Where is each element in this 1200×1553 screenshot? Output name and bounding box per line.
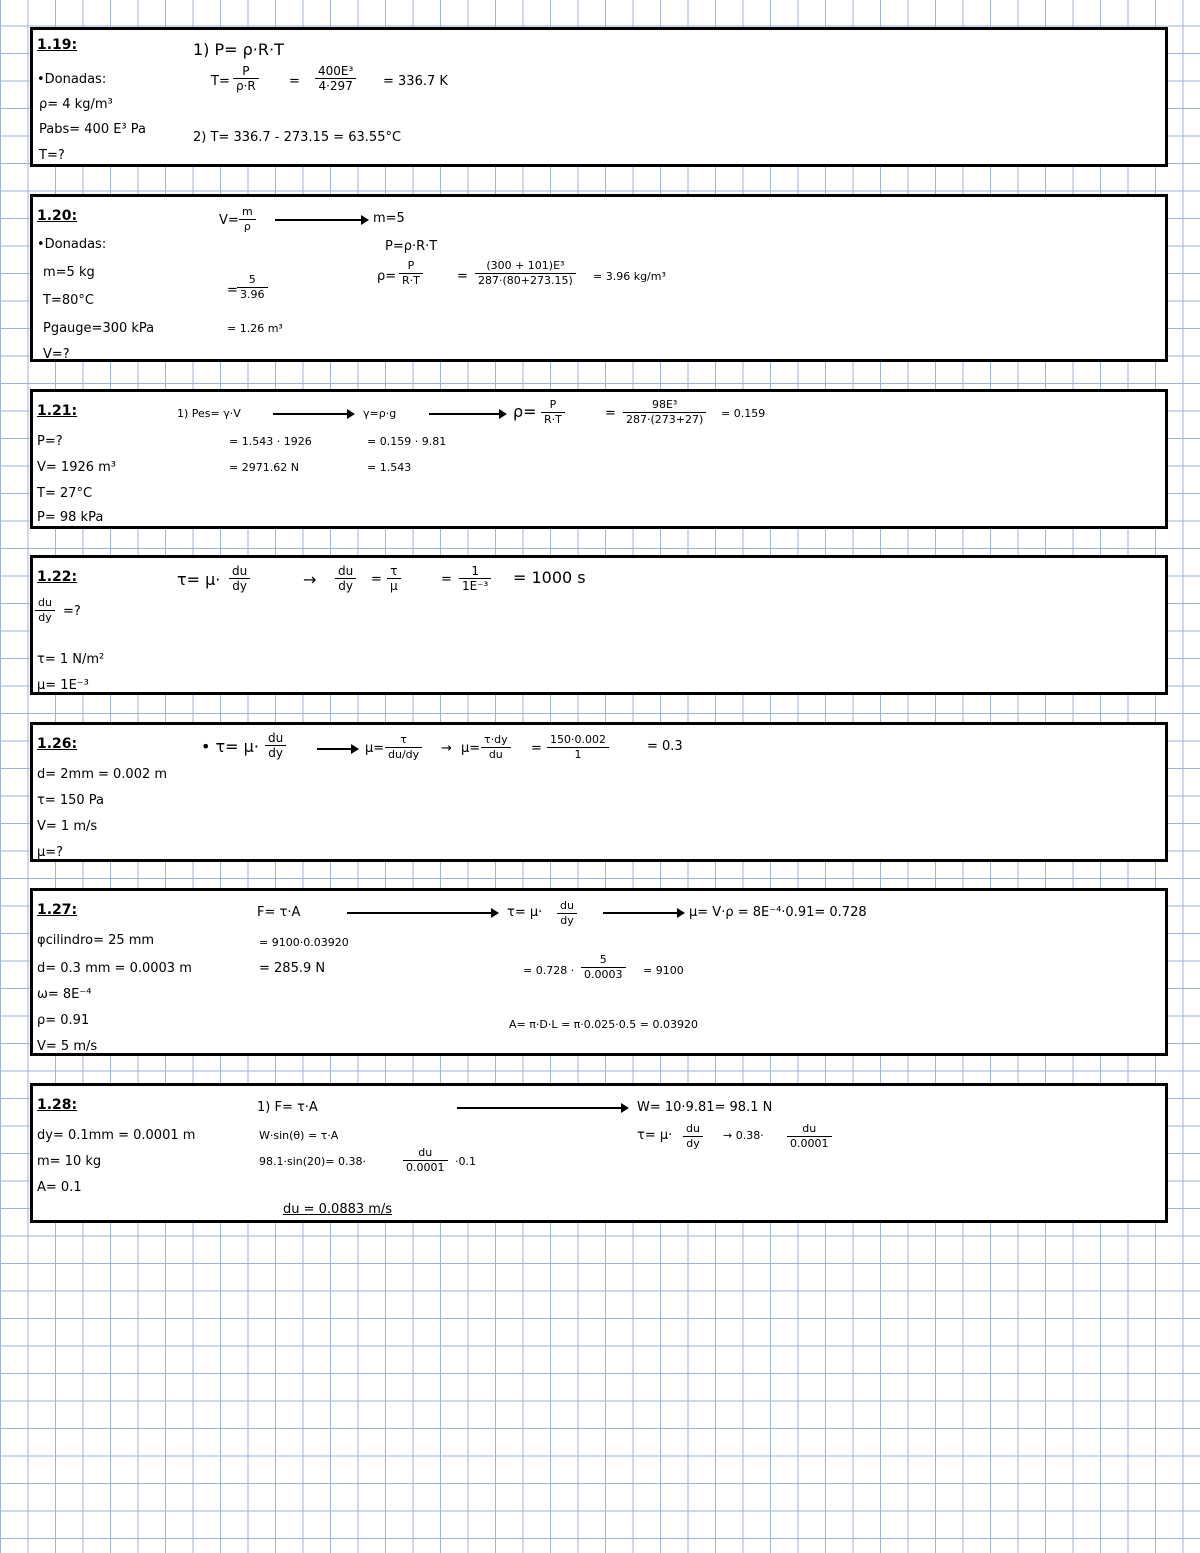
equation: V= [219,213,239,228]
arrow [273,413,353,415]
equation: τ= μ· [177,570,221,589]
equation: → 0.38· [723,1129,764,1142]
arrow [275,219,367,221]
given-value: V= 1926 m³ [37,460,117,475]
result: = 1.26 m³ [227,322,283,335]
given-value: d= 2mm = 0.002 m [37,767,168,782]
equation: = 1.543 · 1926 [229,435,312,448]
result: = 3.96 kg/m³ [593,270,666,283]
equation: 1) Pes= γ·V [177,407,241,420]
given-value: T= 27°C [37,486,93,501]
fraction: $\frac{du}{dy}$ [335,564,356,593]
equation: τ= μ· [507,905,543,920]
problem-1-21 [30,389,1168,529]
result: = 0.159 [721,407,766,420]
equation: F= τ·A [257,905,301,920]
fraction: $\frac{1}{\text{1E⁻³}}$ [459,564,491,593]
fraction: $\frac{m}{\rho}$ [239,205,256,234]
equation: 2) T= 336.7 - 273.15 = 63.55°C [193,130,402,145]
fraction: $\frac{P}{R\cdot T}$ [541,398,565,427]
fraction: $\frac{du}{dy}$ [229,564,250,593]
equation: P=ρ·R·T [385,239,438,254]
equation: = 0.728 · [523,964,575,977]
equation: μ= [365,741,385,756]
result: = 1000 s [513,568,586,587]
given-value: φcilindro= 25 mm [37,933,155,948]
fraction: $\frac{P}{\rho\cdot R}$ [233,64,259,93]
problem-number: 1.20: [37,208,78,224]
equation: 1) F= τ·A [257,1100,318,1115]
result: = 0.3 [647,739,683,754]
given-value: Pgauge=300 kPa [43,321,155,336]
fraction: $\frac{du}{dy}$ [265,731,286,760]
fraction: $\frac{P}{R\cdot T}$ [399,259,423,288]
given-value: V=? [43,347,70,362]
arrow [317,748,357,750]
fraction: $\frac{\tau}{\mu}$ [387,564,401,593]
arrow [347,912,497,914]
equation: = 9100·0.03920 [259,936,349,949]
given-value: V= 5 m/s [37,1039,98,1054]
equation: ·0.1 [455,1155,476,1168]
problem-number: 1.27: [37,902,78,918]
arrow [429,413,505,415]
problem-1-26 [30,722,1168,862]
fraction: $\frac{\tau\cdot dy}{du}$ [481,733,511,762]
equals: = [457,269,468,284]
equals: = [227,283,238,298]
given-value: P= 98 kPa [37,510,104,525]
given-value: ρ= 0.91 [37,1013,90,1028]
fraction: $\frac{du}{dy}$ [557,899,577,928]
equation: = 1.543 [367,461,412,474]
fraction: $\frac{5}{0.0003}$ [581,953,626,982]
equation: ρ= [377,269,397,284]
equals: = [531,741,542,756]
problem-number: 1.26: [37,736,78,752]
fraction: $\frac{du}{dy}$ [35,596,55,625]
given-value: T=80°C [43,293,94,308]
given-value: P=? [37,434,63,449]
fraction: $\frac{du}{0.0001}$ [787,1122,832,1151]
equals: = [605,406,616,421]
equation: • τ= μ· [201,737,259,756]
given-value: =? [63,604,81,619]
fraction: $\frac{du}{0.0001}$ [403,1146,448,1175]
fraction: $\frac{\text{(300 + 101)E³}}{287\cdot(80+273.15)}$ [475,259,576,288]
given-value: A= 0.1 [37,1180,82,1195]
fraction: $\frac{5}{3.96}$ [237,273,268,302]
given-value: V= 1 m/s [37,819,98,834]
given-value: τ= 1 N/m² [37,652,105,667]
result: = 336.7 K [383,74,448,89]
given-value: Pabs= 400 E³ Pa [39,122,146,137]
equation: γ=ρ·g [363,407,397,420]
problem-1-22 [30,555,1168,695]
given-label: •Donadas: [37,72,107,87]
equation: = 285.9 N [259,961,326,976]
equation: A= π·D·L = π·0.025·0.5 = 0.03920 [509,1018,698,1031]
equation: τ= μ· [637,1128,673,1143]
equation: 1) P= ρ·R·T [193,40,284,59]
equation: W= 10·9.81= 98.1 N [637,1100,773,1115]
problem-1-19 [30,27,1168,167]
equals: = [441,572,452,587]
given-value: ω= 8E⁻⁴ [37,987,92,1002]
equals: = [289,74,300,89]
equation: W·sin(θ) = τ·A [259,1129,339,1142]
problem-1-28 [30,1083,1168,1223]
equation: = 0.159 · 9.81 [367,435,447,448]
problem-number: 1.28: [37,1097,78,1113]
problem-1-27 [30,888,1168,1056]
fraction: $\frac{\text{400E³}}{4\cdot 297}$ [315,64,356,93]
arrow [457,1107,627,1109]
given-value: μ= 1E⁻³ [37,678,89,693]
given-value: τ= 150 Pa [37,793,105,808]
arrow: → [441,741,452,756]
given-value: m= 10 kg [37,1154,102,1169]
problem-number: 1.21: [37,403,78,419]
given-value: μ=? [37,845,64,860]
equation: m=5 [373,211,405,226]
equation: 98.1·sin(20)= 0.38· [259,1155,367,1168]
given-value: ρ= 4 kg/m³ [39,97,113,112]
problem-number: 1.22: [37,569,78,585]
arrow: → [303,570,317,589]
result: du = 0.0883 m/s [283,1202,393,1217]
problem-1-20 [30,194,1168,362]
given-value: m=5 kg [43,265,95,280]
equation: = 2971.62 N [229,461,299,474]
given-value: dy= 0.1mm = 0.0001 m [37,1128,196,1143]
given-value: T=? [39,148,65,163]
fraction: $\frac{150\cdot 0.002}{1}$ [547,733,609,762]
fraction: $\frac{du}{dy}$ [683,1122,703,1151]
equation: μ= [461,741,481,756]
arrow [603,912,683,914]
result: = 9100 [643,964,684,977]
fraction: $\frac{\text{98E³}}{287\cdot(273+27)}$ [623,398,706,427]
given-label: •Donadas: [37,237,107,252]
problem-number: 1.19: [37,37,78,53]
given-value: d= 0.3 mm = 0.0003 m [37,961,192,976]
fraction: $\frac{\tau}{du/dy}$ [385,733,422,762]
equation: ρ= [513,402,537,421]
equals: = [371,572,382,587]
equation: T= [211,74,230,89]
equation: μ= V·ρ = 8E⁻⁴·0.91= 0.728 [689,905,867,920]
